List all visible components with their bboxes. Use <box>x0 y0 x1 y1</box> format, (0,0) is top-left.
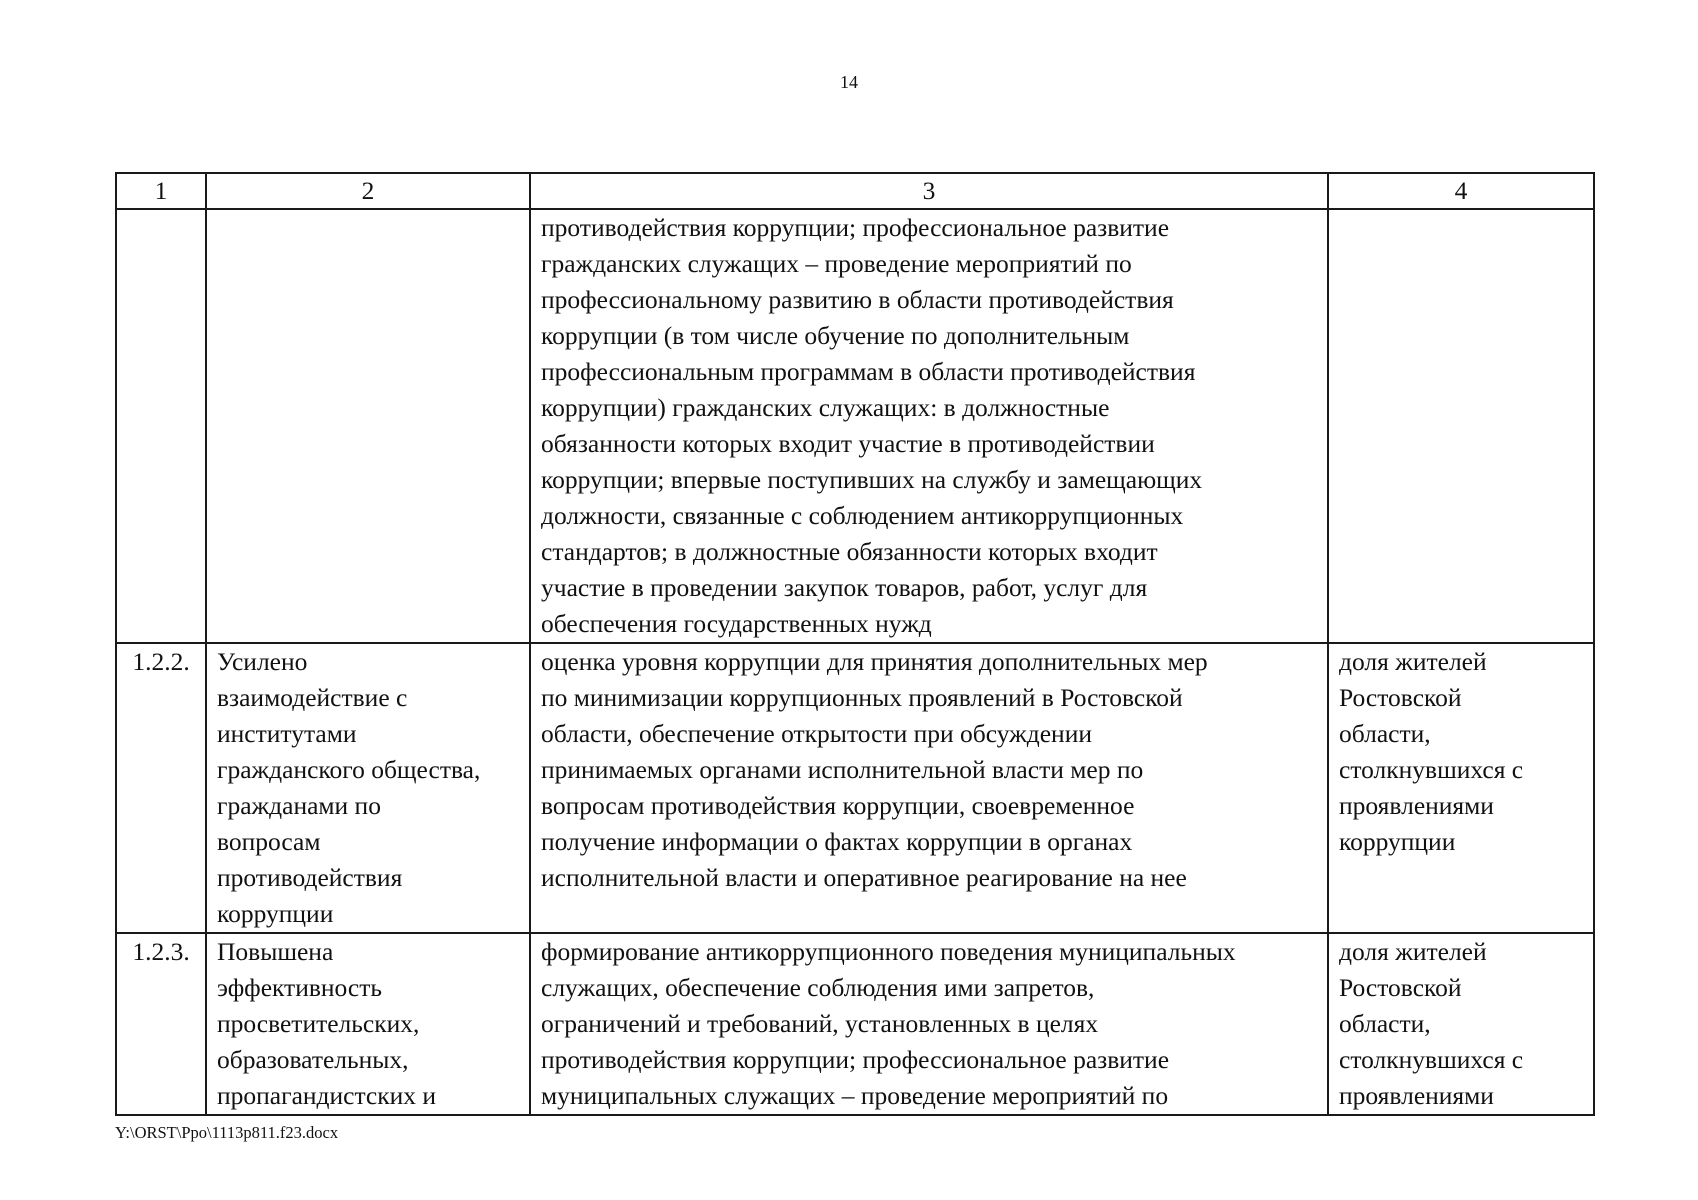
description-cell: формирование антикоррупционного поведения муниципальных служащих, обеспечение соблюдения ими запретов, ограничений и требований, установленных в целях противодействия коррупции; профессиональное развитие муниципальных служащих – проведение мероприятий по <box>530 933 1328 1115</box>
document-file-path: Y:\ORST\Ppo\1113p811.f23.docx <box>115 1123 339 1142</box>
measures-table <box>115 172 1595 1116</box>
indicator-cell <box>1328 209 1594 643</box>
result-cell: Повышена эффективность просветительских, образовательных, пропагандистских и <box>206 933 530 1115</box>
description-cell: оценка уровня коррупции для принятия дополнительных мер по минимизации коррупционных проявлений в Ростовской области, обеспечение открытости при обсуждении принимаемых органами исполнительной власти мер по вопросам противодействия коррупции, своевременное получение информации о фактах коррупции в органах исполнительной власти и оперативное реагирование на нее <box>530 643 1328 933</box>
column-number-1: 1 <box>116 173 206 209</box>
row-number-cell: 1.2.2. <box>116 643 206 933</box>
result-cell: Усилено взаимодействие с институтами гражданского общества, гражданами по вопросам противодействия коррупции <box>206 643 530 933</box>
result-cell <box>206 209 530 643</box>
indicator-cell: доля жителей Ростовской области, столкнувшихся с проявлениями <box>1328 933 1594 1115</box>
table-row <box>116 643 1594 933</box>
table-header-row <box>116 173 1594 209</box>
table-row <box>116 209 1594 643</box>
column-number-2: 2 <box>206 173 530 209</box>
column-number-3: 3 <box>530 173 1328 209</box>
row-number-cell <box>116 209 206 643</box>
row-number-cell: 1.2.3. <box>116 933 206 1115</box>
table-row <box>116 933 1594 1115</box>
column-number-4: 4 <box>1328 173 1594 209</box>
page-number: 14 <box>840 72 858 92</box>
indicator-cell: доля жителей Ростовской области, столкнувшихся с проявлениями коррупции <box>1328 643 1594 933</box>
description-cell: противодействия коррупции; профессиональное развитие гражданских служащих – проведение мероприятий по профессиональному развитию в области противодействия коррупции (в том числе обучение по дополнительным профессиональным программам в области противодействия коррупции) гражданских служащих: в должностные обязанности которых входит участие в противодействии коррупции; впервые поступивших на службу и замещающих должности, связанные с соблюдением антикоррупционных стандартов; в должностные обязанности которых входит участие в проведении закупок товаров, работ, услуг для обеспечения государственных нужд <box>530 209 1328 643</box>
